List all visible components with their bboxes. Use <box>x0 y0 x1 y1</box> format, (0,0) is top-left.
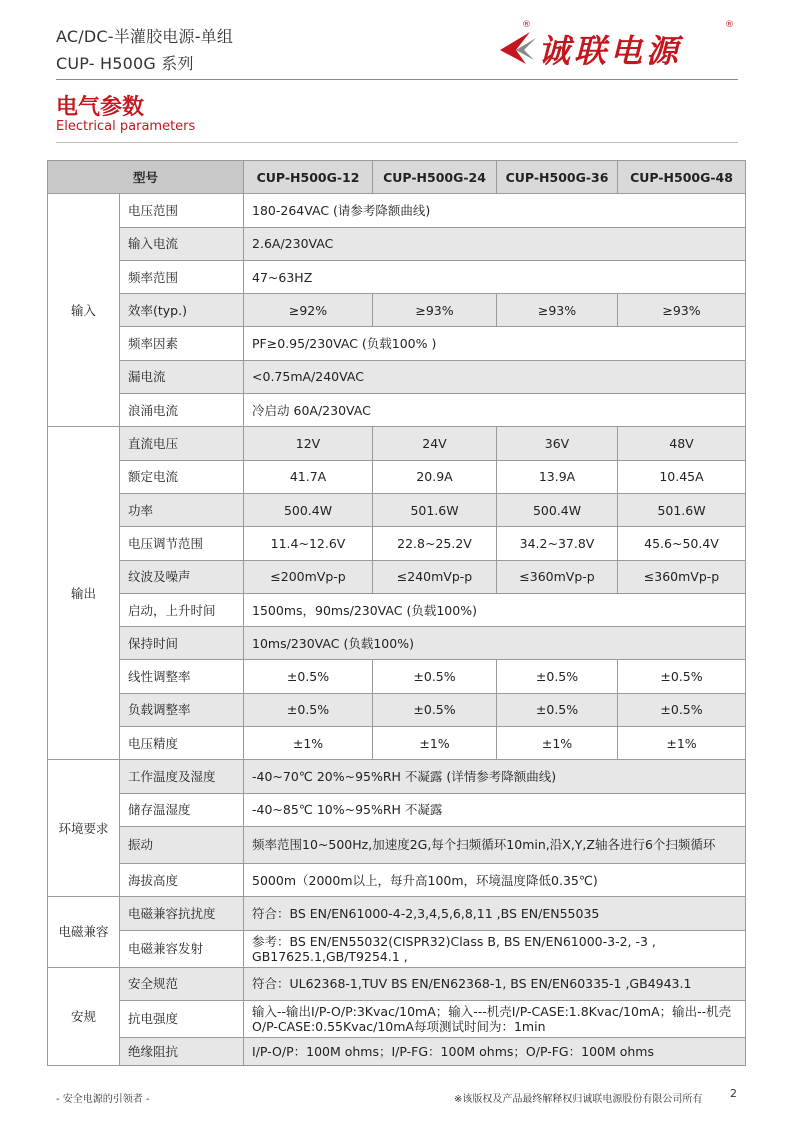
param-label: 线性调整率 <box>120 660 244 693</box>
electrical-parameters-table <box>47 160 746 1066</box>
param-value: 20.9A <box>373 460 497 493</box>
model-header: CUP-H500G-12 <box>244 161 373 194</box>
param-value: 2.6A/230VAC <box>244 227 746 260</box>
param-label: 漏电流 <box>120 360 244 393</box>
category-environment: 环境要求 <box>48 760 120 897</box>
param-value: I/P-O/P：100M ohms；I/P-FG：100M ohms；O/P-FG：100M ohms <box>244 1037 746 1065</box>
logo-chevron-icon <box>496 30 540 68</box>
model-header: CUP-H500G-36 <box>497 161 618 194</box>
param-value: 符合：BS EN/EN61000-4-2,3,4,5,6,8,11 ,BS EN/EN55035 <box>244 897 746 930</box>
param-label: 振动 <box>120 826 244 863</box>
param-value: 34.2~37.8V <box>497 527 618 560</box>
table-row <box>48 360 746 393</box>
param-label: 工作温度及湿度 <box>120 760 244 793</box>
category-safety: 安规 <box>48 967 120 1065</box>
param-value: ≤240mVp-p <box>373 560 497 593</box>
table-row <box>48 897 746 930</box>
brand-name: 诚联电源 <box>538 32 683 70</box>
table-row <box>48 826 746 863</box>
param-value: 45.6~50.4V <box>618 527 746 560</box>
table-row <box>48 493 746 526</box>
param-value: ±1% <box>244 727 373 760</box>
param-value: 500.4W <box>244 493 373 526</box>
section-title-en: Electrical parameters <box>56 119 196 134</box>
param-value: ±0.5% <box>244 693 373 726</box>
param-value: 501.6W <box>618 493 746 526</box>
model-header: CUP-H500G-24 <box>373 161 497 194</box>
table-row <box>48 660 746 693</box>
param-value: ≥93% <box>373 294 497 327</box>
param-value: ≤200mVp-p <box>244 560 373 593</box>
section-title-zh: 电气参数 <box>56 95 145 120</box>
param-value: ±0.5% <box>618 660 746 693</box>
param-value: 输入--输出I/P-O/P:3Kvac/10mA；输入---机壳I/P-CASE:1.8Kvac/10mA；输出--机壳O/P-CASE:0.55Kvac/10mA每项测试时间为：1min <box>244 1000 746 1037</box>
registered-mark: ® <box>522 20 531 30</box>
table-row <box>48 967 746 1000</box>
category-emc: 电磁兼容 <box>48 897 120 967</box>
param-label: 电压调节范围 <box>120 527 244 560</box>
table-row <box>48 1000 746 1037</box>
param-label: 功率 <box>120 493 244 526</box>
footer-slogan: - 安全电源的引领者 - <box>56 1094 150 1105</box>
param-label: 额定电流 <box>120 460 244 493</box>
param-value: 10.45A <box>618 460 746 493</box>
category-output: 输出 <box>48 427 120 760</box>
table-row <box>48 527 746 560</box>
table-row <box>48 260 746 293</box>
param-label: 抗电强度 <box>120 1000 244 1037</box>
param-label: 浪涌电流 <box>120 394 244 427</box>
table-row <box>48 560 746 593</box>
param-label: 电磁兼容发射 <box>120 930 244 967</box>
section-divider <box>56 142 738 143</box>
registered-mark: ® <box>725 20 734 30</box>
param-label: 保持时间 <box>120 627 244 660</box>
param-value: -40~70℃ 20%~95%RH 不凝露 (详情参考降额曲线) <box>244 760 746 793</box>
param-label: 效率(typ.) <box>120 294 244 327</box>
table-row <box>48 760 746 793</box>
param-value: ≥93% <box>497 294 618 327</box>
table-header-row <box>48 161 746 194</box>
table-row <box>48 593 746 626</box>
param-label: 直流电压 <box>120 427 244 460</box>
table-row <box>48 727 746 760</box>
table-row <box>48 327 746 360</box>
param-value: ±0.5% <box>618 693 746 726</box>
param-label: 频率因素 <box>120 327 244 360</box>
table-row <box>48 793 746 826</box>
param-value: ≥93% <box>618 294 746 327</box>
table-row <box>48 294 746 327</box>
param-value: ±0.5% <box>497 660 618 693</box>
param-label: 负载调整率 <box>120 693 244 726</box>
table-row <box>48 427 746 460</box>
param-label: 输入电流 <box>120 227 244 260</box>
category-input: 输入 <box>48 194 120 427</box>
param-label: 电压精度 <box>120 727 244 760</box>
param-value: ±1% <box>618 727 746 760</box>
header-divider <box>56 79 738 80</box>
param-label: 纹波及噪声 <box>120 560 244 593</box>
param-value: 10ms/230VAC (负载100%) <box>244 627 746 660</box>
param-value: 12V <box>244 427 373 460</box>
param-value: 41.7A <box>244 460 373 493</box>
table-row <box>48 930 746 967</box>
param-value: 符合：UL62368-1,TUV BS EN/EN62368-1, BS EN/EN60335-1 ,GB4943.1 <box>244 967 746 1000</box>
param-value: 频率范围10~500Hz,加速度2G,每个扫频循环10min,沿X,Y,Z轴各进行6个扫频循环 <box>244 826 746 863</box>
table-row <box>48 693 746 726</box>
param-value: -40~85℃ 10%~95%RH 不凝露 <box>244 793 746 826</box>
param-value: 13.9A <box>497 460 618 493</box>
param-value: ±0.5% <box>373 693 497 726</box>
param-value: ±1% <box>497 727 618 760</box>
table-row <box>48 627 746 660</box>
param-value: 24V <box>373 427 497 460</box>
param-label: 频率范围 <box>120 260 244 293</box>
param-value: 36V <box>497 427 618 460</box>
model-header: CUP-H500G-48 <box>618 161 746 194</box>
page-header <box>56 20 746 80</box>
table-row <box>48 227 746 260</box>
param-value: ±0.5% <box>373 660 497 693</box>
param-value: ±0.5% <box>497 693 618 726</box>
param-label: 启动，上升时间 <box>120 593 244 626</box>
param-value: 5000m（2000m以上，每升高100m，环境温度降低0.35℃) <box>244 863 746 896</box>
param-value: ≤360mVp-p <box>497 560 618 593</box>
table-row <box>48 194 746 227</box>
brand-logo <box>496 20 736 76</box>
param-value: 1500ms，90ms/230VAC (负载100%) <box>244 593 746 626</box>
table-row <box>48 394 746 427</box>
param-value: 48V <box>618 427 746 460</box>
table-row <box>48 863 746 896</box>
param-label: 海拔高度 <box>120 863 244 896</box>
page-number: 2 <box>730 1087 737 1100</box>
param-value: ≥92% <box>244 294 373 327</box>
param-value: 冷启动 60A/230VAC <box>244 394 746 427</box>
param-label: 储存温湿度 <box>120 793 244 826</box>
param-value: ≤360mVp-p <box>618 560 746 593</box>
product-category-title: AC/DC-半灌胶电源-单组 <box>56 27 234 46</box>
param-value: 180-264VAC (请参考降额曲线) <box>244 194 746 227</box>
param-value: 11.4~12.6V <box>244 527 373 560</box>
param-value: 22.8~25.2V <box>373 527 497 560</box>
table-row <box>48 1037 746 1065</box>
param-label: 绝缘阻抗 <box>120 1037 244 1065</box>
param-value: <0.75mA/240VAC <box>244 360 746 393</box>
model-label: 型号 <box>48 161 244 194</box>
param-value: ±0.5% <box>244 660 373 693</box>
param-label: 电压范围 <box>120 194 244 227</box>
param-label: 电磁兼容抗扰度 <box>120 897 244 930</box>
param-value: ±1% <box>373 727 497 760</box>
param-value: 参考：BS EN/EN55032(CISPR32)Class B, BS EN/EN61000-3-2, -3 , GB17625.1,GB/T9254.1 , <box>244 930 746 967</box>
section-heading <box>56 90 195 134</box>
param-value: PF≥0.95/230VAC (负载100% ) <box>244 327 746 360</box>
product-series-title: CUP- H500G 系列 <box>56 54 194 73</box>
footer-copyright: ※该版权及产品最终解释权归诚联电源股份有限公司所有 <box>454 1094 703 1105</box>
param-label: 安全规范 <box>120 967 244 1000</box>
param-value: 501.6W <box>373 493 497 526</box>
table-row <box>48 460 746 493</box>
param-value: 47~63HZ <box>244 260 746 293</box>
param-value: 500.4W <box>497 493 618 526</box>
